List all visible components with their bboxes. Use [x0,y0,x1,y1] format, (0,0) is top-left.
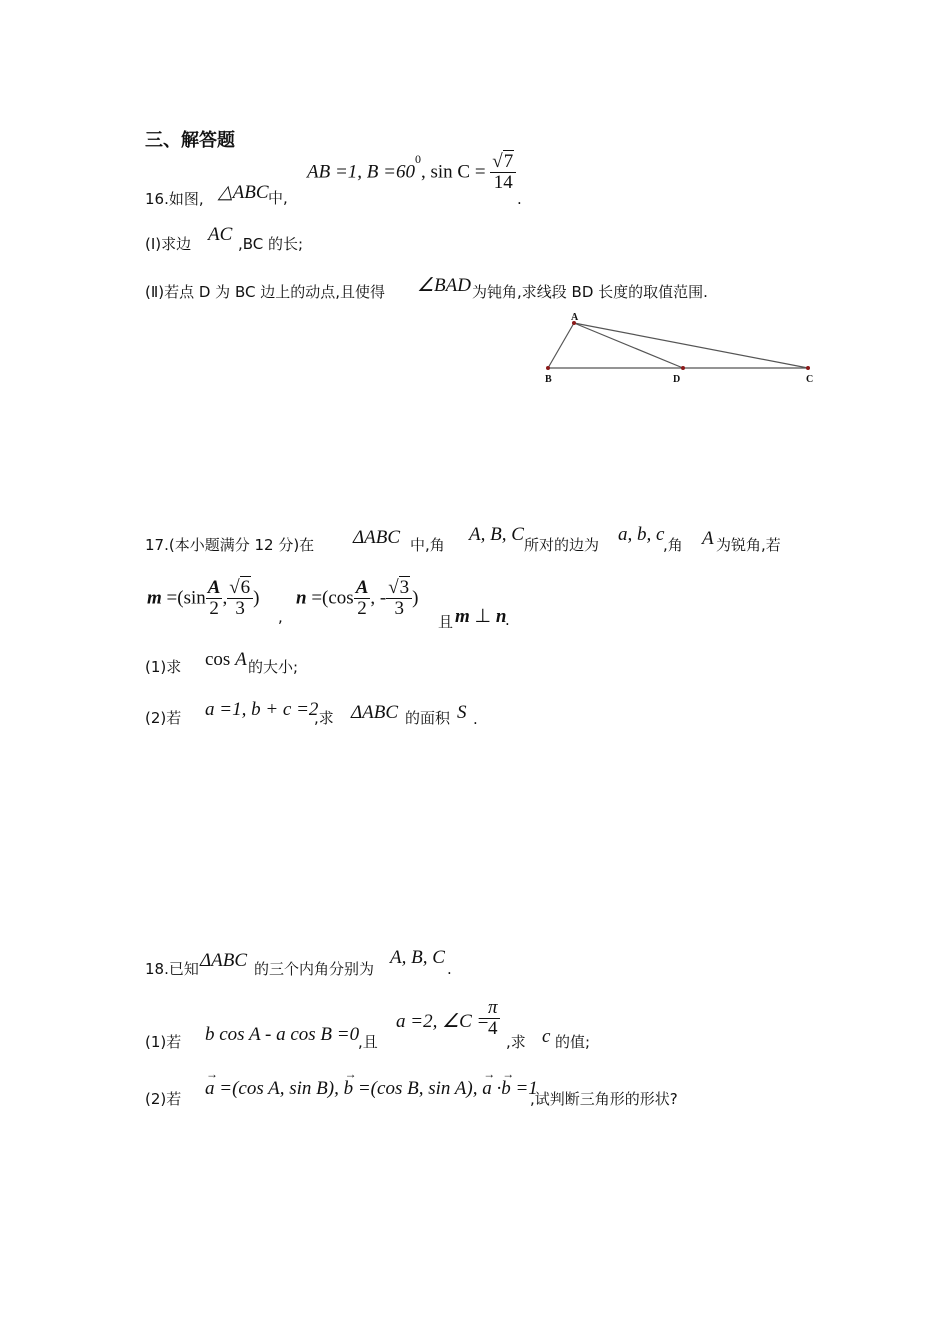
q17-triangle: ΔABC [353,527,401,548]
n-name: n [296,587,307,609]
label-a: A [571,312,579,323]
q17-intro2: 中,角 [410,536,445,554]
q16-period: . [517,190,522,208]
edge-ab [548,323,574,368]
q17-part1-rest: 的大小; [248,658,299,676]
q17-sides: a, b, c [618,524,665,545]
q16-part2-angle: ∠BAD [417,275,471,296]
n-frac-a-2 [354,578,371,619]
q17-a: A [702,528,714,549]
q17-m-vector [147,578,259,619]
label-c: C [806,374,814,385]
q17-part2-label: (2)若 [145,709,182,727]
q17-perp [455,605,506,628]
q18-part1-rest1: ,求 [506,1033,526,1051]
dot-symbol: · [491,1078,502,1099]
q17-part2-period: . [473,710,478,728]
n-frac1-den: 2 [357,597,367,619]
q17-part2-mid: ,求 [314,709,334,727]
q18-intro2: 的三个内角分别为 [254,960,375,978]
dot-result: =1 [510,1078,538,1099]
q16-given [307,152,516,193]
q16-frac-den: 14 [493,172,513,194]
q16-part2-text2: 为钝角,求线段 BD 长度的取值范围. [472,283,708,301]
label-d: D [673,374,681,385]
q16-given-degree: 0 [414,152,421,166]
q16-part1-ac: AC [208,224,233,245]
q18-angles: A, B, C [390,947,445,968]
q16-given-sinc: , sin C = [420,161,486,183]
n-close: ) [412,587,419,609]
q17-intro3: 所对的边为 [524,536,600,554]
n-frac2-num: 3 [399,577,410,598]
m-eq: =(sin [161,587,206,609]
perp-symbol: ⊥ [469,606,496,627]
q17-part2-expr: a =1, b + c =2 [205,699,319,720]
q18-part1-qie: ,且 [358,1033,378,1051]
q17-intro1: 17.(本小题满分 12 分)在 [145,536,315,554]
dot-vector-a: → a [482,1078,492,1100]
n-frac-sqrt3-3: $\frac{√3}{3}$ [386,578,412,619]
q16-part2-text1: (Ⅱ)若点 D 为 BC 边上的动点,且使得 [145,283,385,301]
q17-part1-label: (1)求 [145,658,182,676]
q18-part1-expr: b cos A - a cos B =0 [205,1024,360,1045]
label-b: B [545,374,552,385]
n-comma: , - [370,587,387,609]
q16-sqrt7-over-14: $\frac{√7}{14}$ [490,152,516,193]
m-frac2-num: 6 [240,577,251,598]
q17-m-sep: , [278,608,283,626]
point-b [546,366,550,370]
q16-zhong: 中, [268,189,288,207]
q18-intro1: 18.已知 [145,960,199,978]
q18-part1-label: (1)若 [145,1033,182,1051]
q16-triangle-figure [530,310,830,390]
q17-intro5: 为锐角,若 [716,536,781,554]
point-c [806,366,810,370]
m-close: ) [253,587,260,609]
perp-n: n [495,606,507,627]
q16-frac-num: 7 [503,151,514,173]
q16-given-ab: AB =1, B =60 [307,161,415,183]
q17-n-vector [296,578,418,619]
m-frac1-num: A [207,577,221,598]
perp-m: m [455,606,470,627]
section-heading: 三、解答题 [145,130,235,151]
q16-triangle: △ABC [218,182,269,203]
q18-part1-pi-over-4 [486,998,500,1039]
m-frac-sqrt6-3: $\frac{√6}{3}$ [227,578,253,619]
m-frac2-den: 3 [235,597,245,619]
q18-part2-expr [205,1078,538,1100]
q16-number: 16.如图, [145,190,204,208]
vector-b: → b [344,1078,354,1100]
n-frac1-num: A [355,577,369,598]
q18-part1-given: a =2, ∠C = [396,1011,490,1032]
q17-part1-a: A [235,649,247,670]
vector-a: → a [205,1078,215,1100]
q18-pi: π [488,997,498,1018]
q17-angles: A, B, C [469,524,524,545]
n-eq: =(cos [306,587,354,609]
q18-part1-rest2: 的值; [555,1033,591,1051]
m-name: m [147,587,162,609]
q17-qie: 且 [438,613,454,631]
q17-part2-tri: ΔABC [351,702,399,723]
dot-vector-b: → b [501,1078,511,1100]
m-comma: , [222,587,228,609]
q18-pi-den: 4 [488,1017,498,1039]
edge-ad [574,323,683,368]
q17-intro4: ,角 [663,536,683,554]
m-frac-a-2 [206,578,223,619]
q18-part2-rest: ,试判断三角形的形状? [530,1090,678,1108]
q16-part1-rest: ,BC 的长; [238,235,304,253]
q17-part1-expr: cos A [205,649,247,670]
q17-perp-period: . [505,611,510,629]
q17-part2-rest: 的面积 [405,709,451,727]
q18-period: . [447,960,452,978]
m-frac1-den: 2 [209,597,219,619]
edge-ac [574,323,808,368]
q18-part1-c: c [542,1026,551,1047]
vector-a-def: =(cos A, sin B), [214,1078,344,1099]
point-d [681,366,685,370]
vector-b-def: =(cos B, sin A), [353,1078,483,1099]
q17-part2-s: S [457,702,467,723]
q18-triangle: ΔABC [200,950,248,971]
q16-part1-label: (Ⅰ)求边 [145,235,192,253]
q18-part2-label: (2)若 [145,1090,182,1108]
n-frac2-den: 3 [394,597,404,619]
